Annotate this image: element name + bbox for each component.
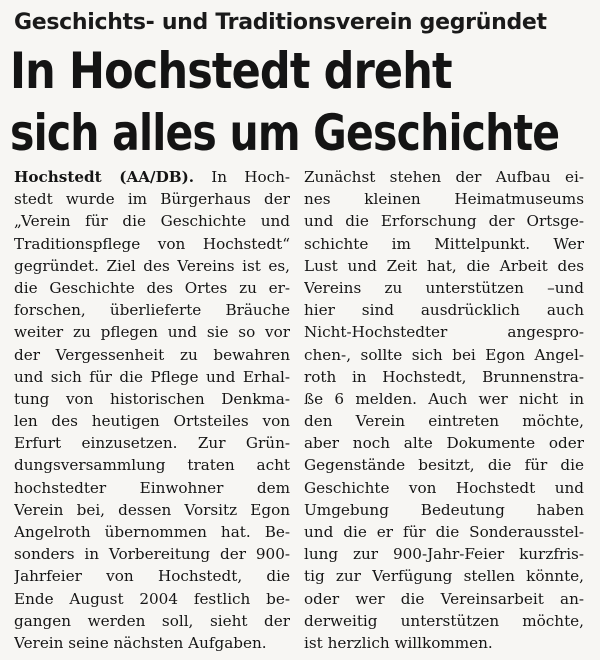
kicker: Geschichts- und Traditionsverein gegründet: [14, 10, 547, 35]
text-line: [14, 166, 290, 188]
text-line: der Vergessenheit zu bewahren: [14, 345, 290, 364]
text-line: dungsversammlung traten acht: [14, 456, 290, 475]
text-line: Verein seine nächsten Aufgaben.: [14, 633, 267, 652]
text-line: Vereins zu unterstützen –und: [304, 278, 584, 297]
headline-line-2: sich alles um Geschichte: [10, 104, 560, 162]
text-line: Erfurt einzusetzen. Zur Grün-: [14, 434, 290, 453]
text-line: oder wer die Vereinsarbeit an-: [304, 589, 584, 608]
text-line: Nicht-Hochstedter angespro-: [304, 323, 584, 342]
text-line: Umgebung Bedeutung haben: [304, 500, 584, 519]
text-line: Jahrfeier von Hochstedt, die: [14, 567, 290, 586]
text-line: und die Erforschung der Ortsge-: [304, 212, 584, 231]
text-line: Ende August 2004 festlich be-: [14, 589, 290, 608]
text-line: und sich für die Pflege und Erhal-: [14, 367, 290, 386]
text-line: Verein bei, dessen Vorsitz Egon: [14, 500, 290, 519]
text-line: roth in Hochstedt, Brunnenstra-: [304, 367, 584, 386]
text-line: schichte im Mittelpunkt. Wer: [304, 234, 584, 253]
text-line: forschen, überlieferte Bräuche: [14, 301, 290, 320]
text-line: derweitig unterstützen möchte,: [304, 611, 584, 630]
text-line-fragment: In Hoch-: [194, 168, 290, 186]
text-line: nes kleinen Heimatmuseums: [304, 190, 584, 209]
text-line: Zunächst stehen der Aufbau ei-: [304, 168, 584, 186]
text-line: sonders in Vorbereitung der 900-: [14, 545, 290, 564]
text-line: und die er für die Sonderausstel-: [304, 523, 584, 541]
article-column-right: [304, 166, 584, 654]
text-line: Lust und Zeit hat, die Arbeit des: [304, 256, 584, 275]
text-line: lung zur 900-Jahr-Feier kurzfris-: [304, 545, 584, 564]
text-line: ße 6 melden. Auch wer nicht in: [304, 389, 584, 408]
text-line: len des heutigen Ortsteiles von: [14, 412, 290, 431]
text-line: hochstedter Einwohner dem: [14, 478, 290, 497]
headline-line-1: In Hochstedt dreht: [10, 42, 452, 100]
text-line: Angelroth übernommen hat. Be-: [14, 523, 290, 541]
text-line: Gegenstände besitzt, die für die: [304, 456, 584, 475]
text-line: tig zur Verfügung stellen könnte,: [304, 567, 584, 586]
text-line: Geschichte von Hochstedt und: [304, 478, 584, 497]
text-line: aber noch alte Dokumente oder: [304, 434, 584, 453]
text-line: Traditionspflege von Hochstedt“: [14, 234, 290, 253]
text-line: stedt wurde im Bürgerhaus der: [14, 190, 290, 209]
text-line: „Verein für die Geschichte und: [14, 212, 290, 231]
text-line: ist herzlich willkommen.: [304, 633, 493, 652]
text-line: die Geschichte des Ortes zu er-: [14, 278, 290, 297]
text-line: weiter zu pflegen und sie so vor: [14, 323, 290, 342]
text-line: hier sind ausdrücklich auch: [304, 301, 584, 320]
text-line: chen-, sollte sich bei Egon Angel-: [304, 345, 584, 364]
text-line: den Verein eintreten möchte,: [304, 412, 584, 431]
dateline: Hochstedt (AA/DB).: [14, 168, 195, 186]
text-line: gegründet. Ziel des Vereins ist es,: [14, 256, 290, 275]
text-line: tung von historischen Denkma-: [14, 389, 290, 408]
article-column-left: [14, 166, 290, 654]
text-line: gangen werden soll, sieht der: [14, 611, 290, 630]
